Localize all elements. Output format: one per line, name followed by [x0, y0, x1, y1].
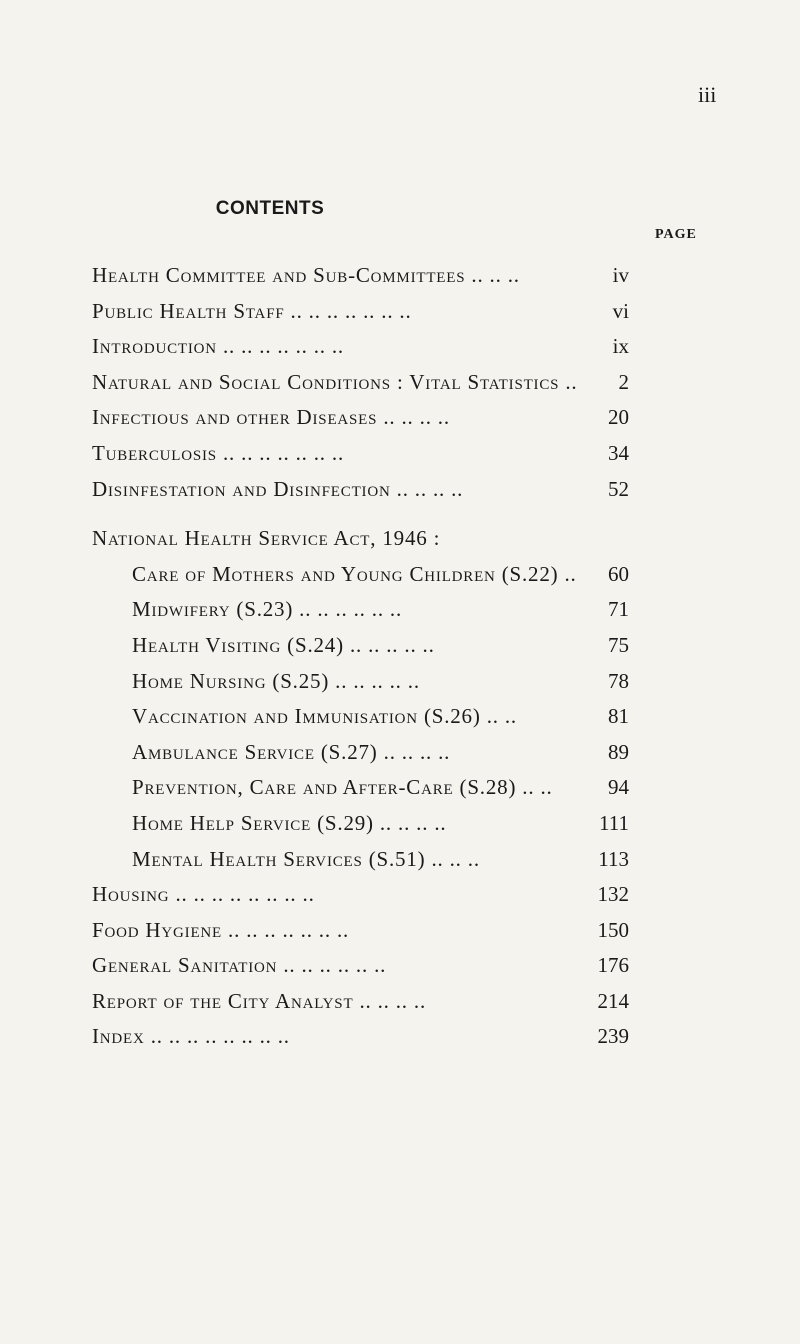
- toc-entry: [0, 294, 800, 330]
- toc-entry-label: Food Hygiene .. .. .. .. .. .. ..: [92, 917, 350, 942]
- toc-entry-label: Infectious and other Diseases .. .. .. ..: [92, 405, 450, 430]
- toc-entry-label: Index .. .. .. .. .. .. .. ..: [92, 1024, 290, 1049]
- toc-section-heading: [0, 521, 800, 557]
- toc-entry: [0, 365, 800, 401]
- toc-entry-label: Home Help Service (S.29) .. .. .. ..: [132, 810, 447, 835]
- toc-entry-label: Care of Mothers and Young Children (S.22) ..: [132, 561, 577, 586]
- toc-section-label: National Health Service Act, 1946 :: [92, 526, 441, 551]
- toc-entry-page: 78: [608, 668, 629, 693]
- toc-entry-page: 239: [597, 1024, 629, 1049]
- toc-entry-page: iv: [612, 263, 629, 287]
- toc-entry-label: Introduction .. .. .. .. .. .. ..: [92, 334, 344, 359]
- toc-entry-page: vi: [612, 298, 629, 323]
- toc-entry-page: 20: [608, 405, 629, 430]
- contents-heading: CONTENTS: [215, 198, 325, 219]
- toc-entry-label: General Sanitation .. .. .. .. .. ..: [92, 953, 387, 978]
- toc-entry: [0, 400, 800, 436]
- toc-entry-page: 113: [598, 846, 629, 871]
- toc-entry: [0, 699, 800, 735]
- toc-entry: [0, 436, 800, 472]
- toc-entry-page: 81: [608, 704, 629, 729]
- table-of-contents: [0, 258, 800, 1055]
- toc-entry-label: Report of the City Analyst .. .. .. ..: [92, 988, 427, 1013]
- toc-entry-page: 52: [608, 476, 629, 501]
- toc-entry: [0, 557, 800, 593]
- toc-entry-label: Health Visiting (S.24) .. .. .. .. ..: [132, 632, 435, 657]
- toc-entry-page: 60: [608, 561, 629, 586]
- toc-entry-page: 111: [599, 810, 629, 835]
- toc-entry: [0, 948, 800, 984]
- toc-entry-label: Home Nursing (S.25) .. .. .. .. ..: [132, 668, 420, 693]
- toc-entry-page: 214: [597, 988, 629, 1013]
- toc-entry: [0, 984, 800, 1020]
- toc-entry: [0, 877, 800, 913]
- toc-entry-label: Ambulance Service (S.27) .. .. .. ..: [132, 739, 451, 764]
- toc-entry-label: Mental Health Services (S.51) .. .. ..: [132, 846, 480, 871]
- toc-entry: [0, 806, 800, 842]
- toc-entry-page: 176: [597, 953, 629, 978]
- toc-entry: [0, 472, 800, 508]
- toc-entry-page: 150: [597, 917, 629, 942]
- toc-entry-label: Health Committee and Sub-Committees .. .. ..: [92, 263, 520, 287]
- toc-entry-label: Disinfestation and Disinfection .. .. .. ..: [92, 476, 464, 501]
- toc-entry: [0, 1019, 800, 1055]
- toc-entry-page: 2: [618, 369, 629, 394]
- toc-entry-page: 94: [608, 775, 629, 800]
- toc-entry: [0, 913, 800, 949]
- page-number: iii: [698, 82, 717, 107]
- toc-entry-label: Public Health Staff .. .. .. .. .. .. ..: [92, 298, 412, 323]
- toc-entry-label: Tuberculosis .. .. .. .. .. .. ..: [92, 440, 344, 465]
- toc-entry-page: 132: [597, 882, 629, 907]
- toc-entry-label: Natural and Social Conditions : Vital Statistics ..: [92, 369, 578, 394]
- toc-entry-label: Vaccination and Immunisation (S.26) .. ..: [132, 704, 517, 729]
- toc-entry-page: 71: [608, 597, 629, 622]
- toc-entry-page: 34: [608, 440, 629, 465]
- toc-entry: [0, 664, 800, 700]
- toc-entry: [0, 628, 800, 664]
- toc-entry: [0, 770, 800, 806]
- toc-entry: [0, 258, 800, 294]
- toc-entry: [0, 735, 800, 771]
- toc-entry-label: Housing .. .. .. .. .. .. .. ..: [92, 882, 315, 907]
- toc-entry-label: Prevention, Care and After-Care (S.28) .. ..: [132, 775, 553, 800]
- page-column-label: PAGE: [655, 227, 697, 242]
- toc-entry: [0, 592, 800, 628]
- toc-entry-page: 89: [608, 739, 629, 764]
- toc-entry-page: 75: [608, 632, 629, 657]
- toc-entry-page: ix: [612, 334, 629, 359]
- toc-entry: [0, 842, 800, 878]
- toc-entry-label: Midwifery (S.23) .. .. .. .. .. ..: [132, 597, 403, 622]
- toc-entry: [0, 329, 800, 365]
